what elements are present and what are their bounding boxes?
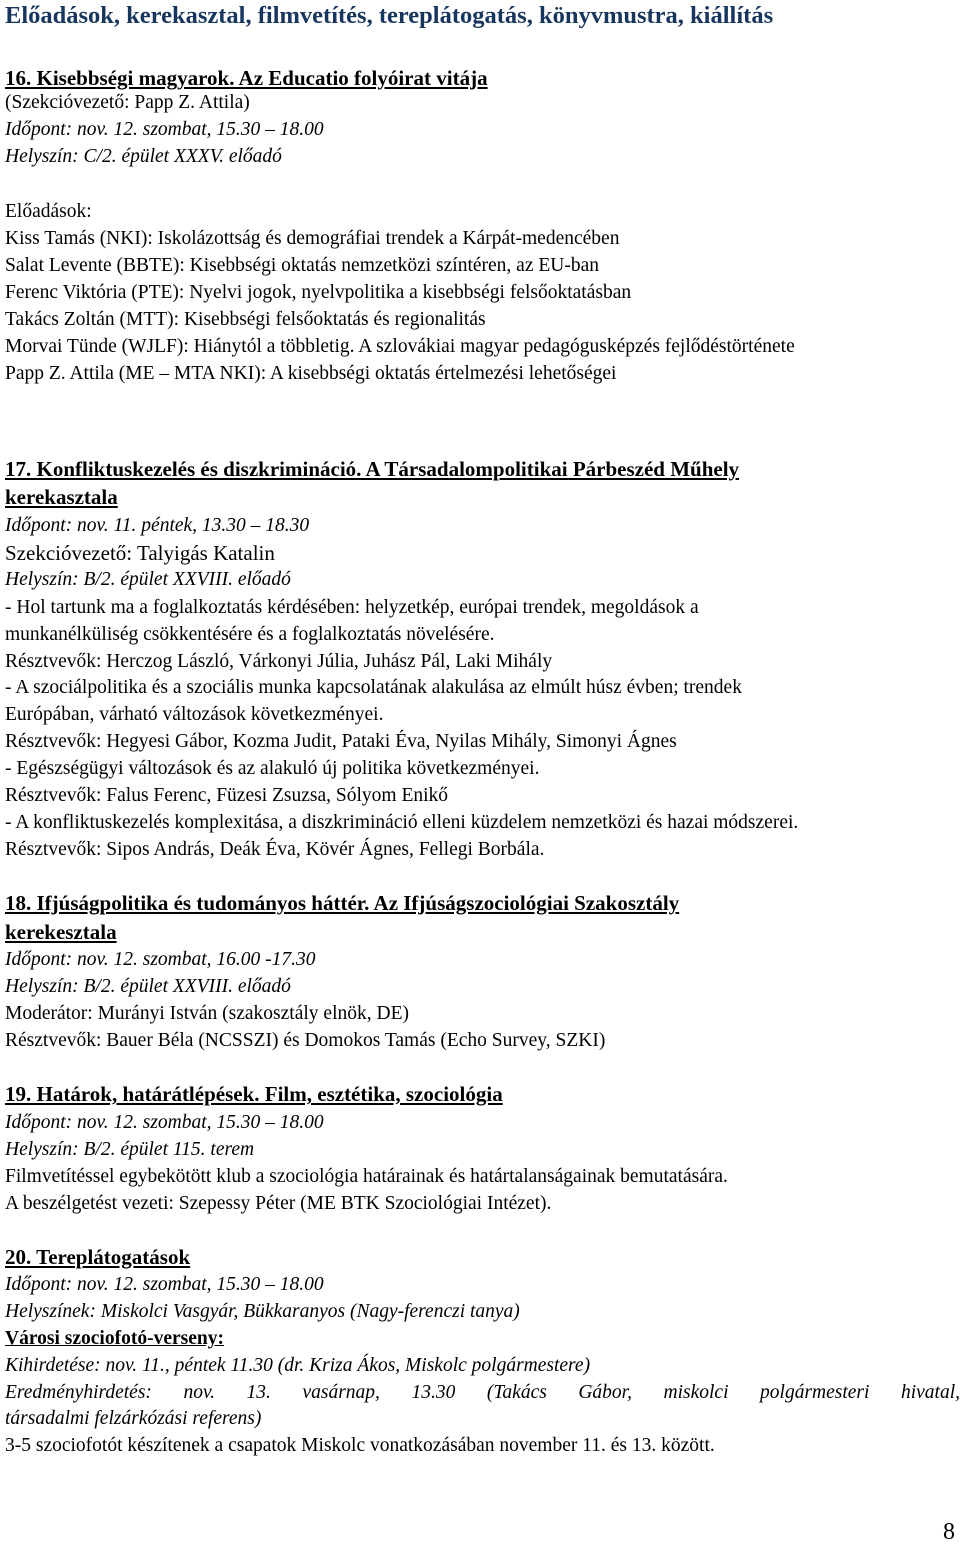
section-20-contest-title: Városi szociofotó-verseny: [5,1328,224,1349]
talk-item: Ferenc Viktória (PTE): Nyelvi jogok, nyelvpolitika a kisebbségi felsőoktatásban [5,282,632,303]
section-17-time: Időpont: nov. 11. péntek, 13.30 – 18.30 [5,515,310,536]
page-title: Előadások, kerekasztal, filmvetítés, tereplátogatás, könyvmustra, kiállítás [5,2,774,29]
section-19-heading: 19. Határok, határátlépések. Film, esztétika, szociológia [5,1082,503,1106]
section-17-line: Európában, várható változások következményei. [5,704,384,725]
section-20-places: Helyszínek: Miskolci Vasgyár, Bükkaranyos (Nagy-ferenczi tanya) [5,1301,520,1322]
section-19-host: A beszélgetést vezeti: Szepessy Péter (ME BTK Szociológiai Intézet). [5,1193,552,1214]
section-19-place: Helyszín: B/2. épület 115. terem [5,1139,255,1160]
talk-item: Kiss Tamás (NKI): Iskolázottság és demográfiai trendek a Kárpát-medencében [5,228,620,249]
talk-item: Morvai Tünde (WJLF): Hiánytól a többletig. A szlovákiai magyar pedagógusképzés fejlődéstörténete [5,336,795,357]
section-18-heading: 18. Ifjúságpolitika és tudományos háttér. Az Ifjúságszociológiai Szakosztály [5,891,680,915]
section-16-talks-label: Előadások: [5,201,92,222]
section-20-time: Időpont: nov. 12. szombat, 15.30 – 18.00 [5,1274,324,1295]
section-17-line: Résztvevők: Falus Ferenc, Füzesi Zsuzsa, Sólyom Enikő [5,785,449,806]
section-20-results: Eredményhirdetés: nov. 13. vasárnap, 13.30 (Takács Gábor, miskolci polgármesteri hivatal, [5,1382,960,1403]
section-17-place: Helyszín: B/2. épület XXVIII. előadó [5,569,291,590]
talk-item: Salat Levente (BBTE): Kisebbségi oktatás nemzetközi színtéren, az EU-ban [5,255,599,276]
section-17-line: - Egészségügyi változások és az alakuló új politika következményei. [5,758,540,779]
section-18-time: Időpont: nov. 12. szombat, 16.00 -17.30 [5,949,316,970]
section-16-chair: (Szekcióvezető: Papp Z. Attila) [5,92,250,113]
section-20-results-cont: társadalmi felzárkózási referens) [5,1408,262,1429]
section-18-place: Helyszín: B/2. épület XXVIII. előadó [5,976,291,997]
section-18-heading-cont: kerekesztala [5,920,117,944]
section-16-time: Időpont: nov. 12. szombat, 15.30 – 18.00 [5,119,324,140]
section-19-time: Időpont: nov. 12. szombat, 15.30 – 18.00 [5,1112,324,1133]
section-20-heading: 20. Tereplátogatások [5,1245,191,1269]
section-17-line: Résztvevők: Sipos András, Deák Éva, Kövér Ágnes, Fellegi Borbála. [5,839,545,860]
section-20-note: 3-5 szociofotót készítenek a csapatok Miskolc vonatkozásában november 11. és 13. között. [5,1435,715,1456]
section-19-description: Filmvetítéssel egybekötött klub a szociológia határainak és határtalanságainak bemutatására. [5,1166,728,1187]
section-17-line: - A szociálpolitika és a szociális munka kapcsolatának alakulása az elmúlt húsz évben; trendek [5,677,742,698]
section-17-line: - A konfliktuskezelés komplexitása, a diszkrimináció elleni küzdelem nemzetközi és hazai módszerei. [5,812,799,833]
section-16-heading: 16. Kisebbségi magyarok. Az Educatio folyóirat vitája [5,66,488,90]
section-17-line: Résztvevők: Herczog László, Várkonyi Júlia, Juhász Pál, Laki Mihály [5,651,553,672]
section-17-heading: 17. Konfliktuskezelés és diszkrimináció. A Társadalompolitikai Párbeszéd Műhely [5,457,740,481]
section-17-line: munkanélküliség csökkentésére és a foglalkoztatás növelésére. [5,624,495,645]
talk-item: Papp Z. Attila (ME – MTA NKI): A kisebbségi oktatás értelmezési lehetőségei [5,363,617,384]
section-17-chair: Szekcióvezető: Talyigás Katalin [5,541,275,565]
talk-item: Takács Zoltán (MTT): Kisebbségi felsőoktatás és regionalitás [5,309,486,330]
section-18-participants: Résztvevők: Bauer Béla (NCSSZI) és Domokos Tamás (Echo Survey, SZKI) [5,1030,606,1051]
section-18-moderator: Moderátor: Murányi István (szakosztály elnök, DE) [5,1003,409,1024]
section-20-announcement: Kihirdetése: nov. 11., péntek 11.30 (dr. Kriza Ákos, Miskolc polgármestere) [5,1355,591,1376]
section-17-line: - Hol tartunk ma a foglalkoztatás kérdésében: helyzetkép, európai trendek, megoldások a [5,597,699,618]
section-17-heading-cont: kerekasztala [5,485,118,509]
page-number: 8 [943,1519,955,1545]
section-17-line: Résztvevők: Hegyesi Gábor, Kozma Judit, Pataki Éva, Nyilas Mihály, Simonyi Ágnes [5,731,677,752]
section-16-place: Helyszín: C/2. épület XXXV. előadó [5,146,282,167]
